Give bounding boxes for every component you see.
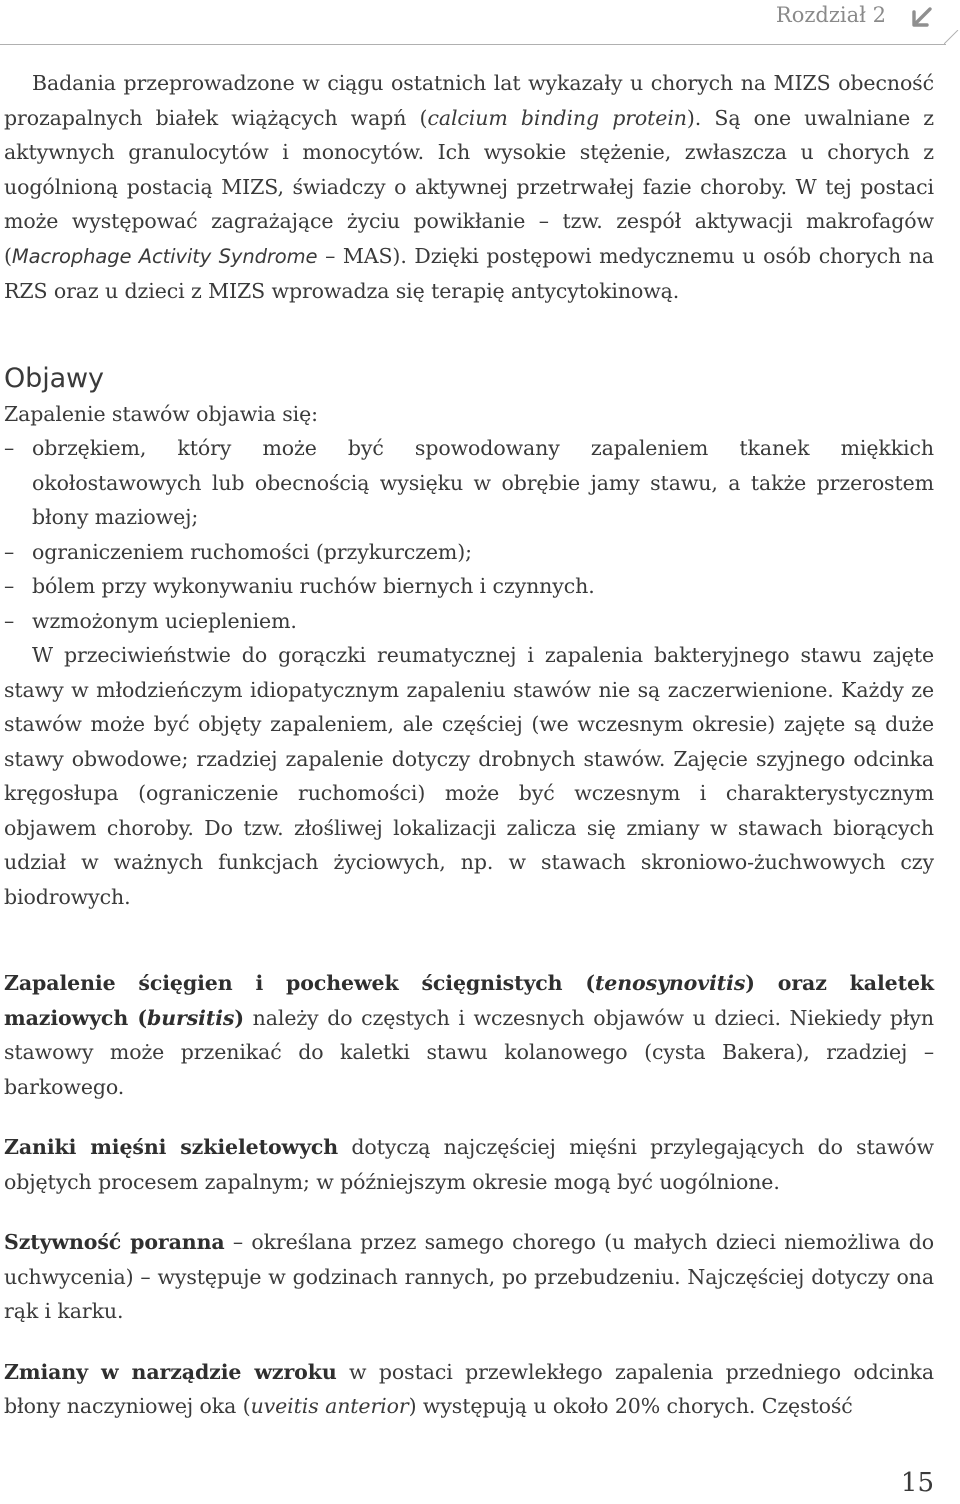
page-header [0,0,960,60]
tendons-paragraph: Zapalenie ścięgien i pochewek ścięgnistych (tenosynovitis) oraz kaletek maziowych (bursitis) należy do częstych i wczesnych objawów u dzieci. Niekiedy płyn stawowy może przenikać do kaletki stawu kolanowego (cysta Bakera), rzadziej – barkowego. [4,971,934,1099]
header-rule [0,44,946,45]
arrow-down-left-icon [910,4,936,30]
list-item: – obrzękiem, który może być spowodowany zapaleniem tkanek miękkich okołostawowych lub obecnością wysięku w obrębie jamy stawu, a także przerostem błony maziowej; [4,436,934,529]
joints-paragraph: W przeciwieństwie do gorączki reumatycznej i zapalenia bakteryjnego stawu zajęte stawy w młodzieńczym idiopatycznym zapaleniu stawów nie są zaczerwienione. Każdy ze stawów może być objęty zapaleniem, ale częściej (we wczesnym okresie) zajęte są duże stawy obwodowe; rzadziej zapalenie dotyczy drobnych stawów. Zajęcie szyjnego odcinka kręgosłupa (ograniczenie ruchomości) może być wczesnym i charakterystycznym objawem choroby. Do tzw. złośliwej lokalizacji zalicza się zmiany w stawach biorących udział w ważnych funkcjach życiowych, np. w stawach skroniowo-żuchwowych czy biodrowych. [4,643,934,909]
list-item: – ograniczeniem ruchomości (przykurczem); [4,539,472,564]
header-rule-tail [944,30,960,46]
vision-paragraph: Zmiany w narządzie wzroku w postaci przewlekłego zapalenia przedniego odcinka błony naczyniowej oka (uveitis anterior) występują u około 20% chorych. Częstość [4,1359,934,1418]
list-item: – bólem przy wykonywaniu ruchów biernych i czynnych. [4,574,595,598]
muscles-paragraph: Zaniki mięśni szkieletowych dotyczą najczęściej mięśni przylegających do stawów objętych procesem zapalnym; w późniejszym okresie mogą być uogólnione. [4,1135,934,1194]
page-number: 15 [900,1468,934,1498]
page-content [4,66,934,1424]
list-item: – wzmożonym uciepleniem. [4,608,297,633]
stiffness-paragraph: Sztywność poranna – określana przez samego chorego (u małych dzieci niemożliwa do uchwycenia) – występuje w godzinach rannych, po przebudzeniu. Najczęściej dotyczy ona rąk i karku. [4,1230,935,1323]
lead-text: Zapalenie stawów objawia się: [4,401,318,426]
intro-paragraph: Badania przeprowadzone w ciągu ostatnich lat wykazały u chorych na MIZS obecność prozapalnych białek wiążących wapń (calcium binding protein). Są one uwalniane z aktywnych granulocytów i monocytów. Ich wysokie stężenie, zwłaszcza u chorych z uogólnioną postacią MIZS, świadczy o aktywnej przetrwałej fazie choroby. W tej postaci może występować zagrażające życiu powikłanie – tzw. zespół aktywacji makrofagów (Macrophage Activity Syndrome – MAS). Dzięki postępowi medycznemu u osób chorych na RZS oraz u dzieci z MIZS wprowadza się terapię antycytokinową. [4,71,934,303]
chapter-label: Rozdział 2 [775,3,886,27]
section-heading-objawy: Objawy [4,362,104,394]
